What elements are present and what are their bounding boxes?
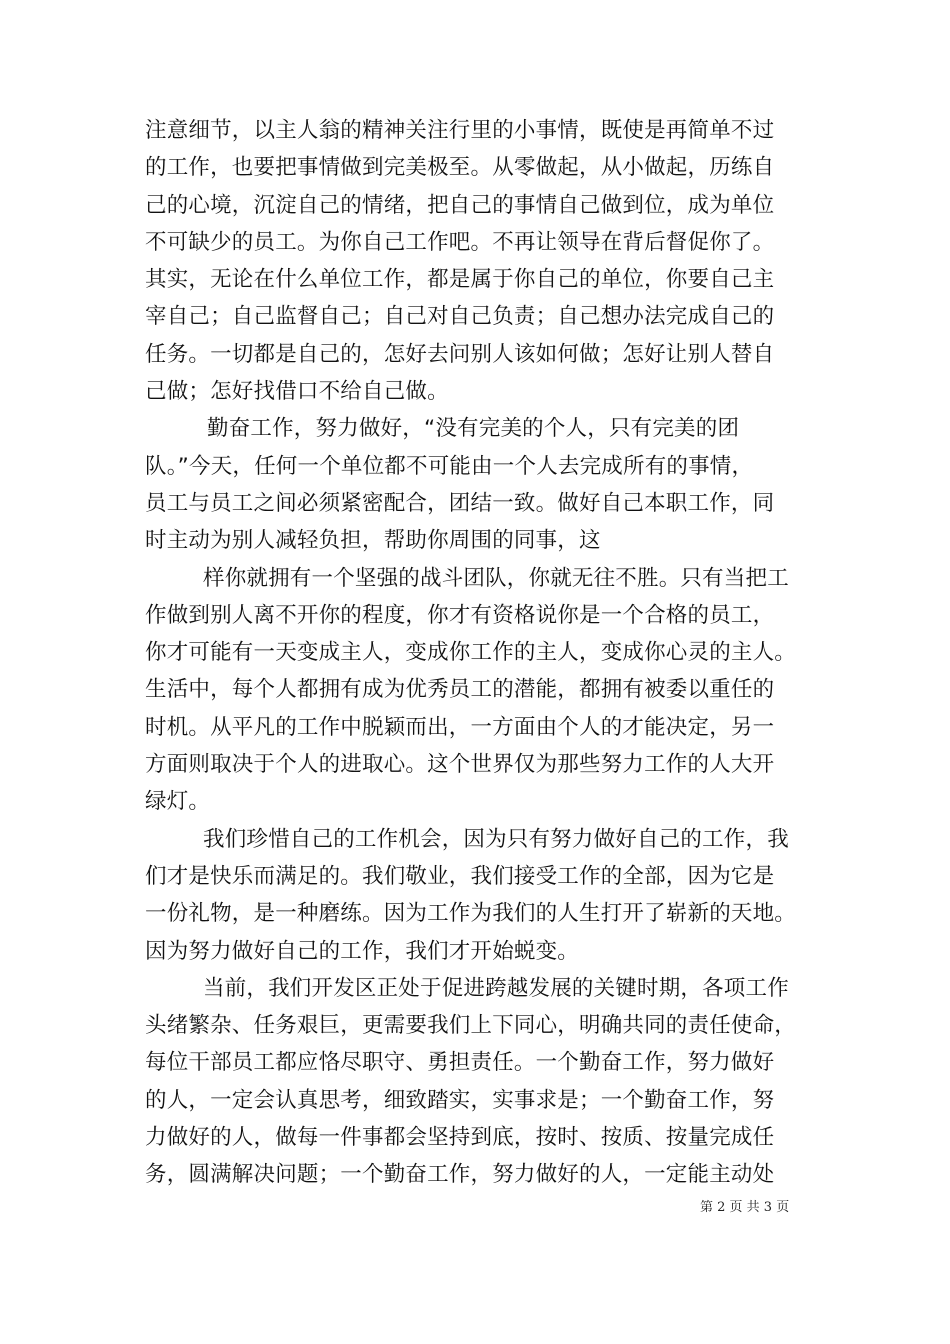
text-line: 时机。从平凡的工作中脱颖而出，一方面由个人的才能决定，另一: [145, 714, 775, 740]
text-line: 头绪繁杂、任务艰巨，更需要我们上下同心，明确共同的责任使命，: [145, 1013, 797, 1039]
text-line: 己的心境，沉淀自己的情绪，把自己的事情自己做到位，成为单位: [145, 192, 775, 218]
text-line: 们才是快乐而满足的。我们敬业，我们接受工作的全部，因为它是: [145, 863, 775, 889]
paragraph-start-line: 样你就拥有一个坚强的战斗团队，你就无往不胜。只有当把工: [203, 565, 789, 591]
text-line: 的人，一定会认真思考，细致踏实，实事求是；一个勤奋工作，努: [145, 1087, 775, 1113]
text-line: 员工与员工之间必须紧密配合，团结一致。做好自己本职工作，同: [145, 490, 775, 516]
text-line: 你才可能有一天变成主人，变成你工作的主人，变成你心灵的主人。: [145, 640, 797, 666]
text-line: 因为努力做好自己的工作，我们才开始蜕变。: [145, 938, 580, 964]
text-line: 不可缺少的员工。为你自己工作吧。不再让领导在背后督促你了。: [145, 229, 775, 255]
text-line: 每位干部员工都应恪尽职守、勇担责任。一个勤奋工作，努力做好: [145, 1050, 775, 1076]
text-line: 己做；怎好找借口不给自己做。: [145, 379, 449, 405]
text-line: 其实，无论在什么单位工作，都是属于你自己的单位，你要自己主: [145, 267, 775, 293]
text-line: 一份礼物，是一种磨练。因为工作为我们的人生打开了崭新的天地。: [145, 901, 797, 927]
body-text: [145, 112, 815, 1194]
text-line: 队。”今天，任何一个单位都不可能由一个人去完成所有的事情，: [145, 453, 754, 479]
text-line: 力做好的人，做每一件事都会坚持到底，按时、按质、按量完成任: [145, 1125, 775, 1151]
paragraph-start-line: 当前，我们开发区正处于促进跨越发展的关键时期，各项工作: [203, 975, 789, 1001]
text-line: 任务。一切都是自己的，怎好去问别人该如何做；怎好让别人替自: [145, 341, 775, 367]
text-line: 时主动为别人减轻负担，帮助你周围的同事，这: [145, 528, 601, 554]
page-number-footer: 第 2 页 共 3 页: [700, 1200, 790, 1215]
text-line: 宰自己；自己监督自己；自己对自己负责；自己想办法完成自己的: [145, 304, 775, 330]
text-line: 作做到别人离不开你的程度，你才有资格说你是一个合格的员工，: [145, 602, 775, 628]
text-line: 绿灯。: [145, 789, 211, 815]
text-line: 注意细节，以主人翁的精神关注行里的小事情，既使是再简单不过: [145, 118, 775, 143]
paragraph-start-line: 勤奋工作，努力做好，“没有完美的个人，只有完美的团: [207, 416, 740, 442]
text-line: 的工作，也要把事情做到完美极至。从零做起，从小做起，历练自: [145, 155, 775, 181]
text-line: 务，圆满解决问题；一个勤奋工作，努力做好的人，一定能主动处: [145, 1162, 775, 1188]
text-line: 方面则取决于个人的进取心。这个世界仅为那些努力工作的人大开: [145, 752, 775, 778]
paragraph-start-line: 我们珍惜自己的工作机会，因为只有努力做好自己的工作，我: [203, 826, 789, 852]
text-line: 生活中，每个人都拥有成为优秀员工的潜能，都拥有被委以重任的: [145, 677, 775, 703]
